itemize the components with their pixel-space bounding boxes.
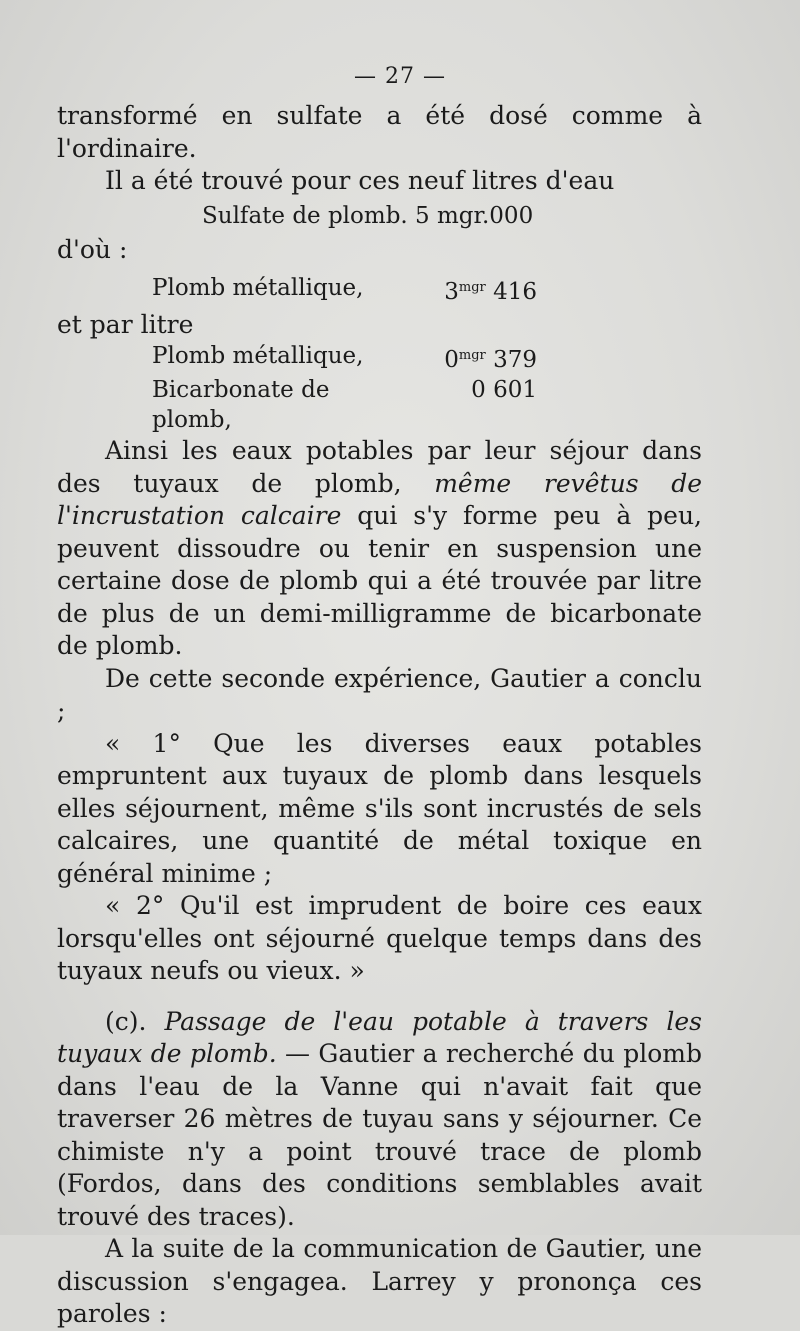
paragraph-discussion: A la suite de la communication de Gautier, une discussion s'engagea. Larrey y prononça ces paroles :	[57, 1234, 702, 1328]
paragraph-quote-1: « 1° Que les diverses eaux potables empruntent aux tuyaux de plomb dans lesquels elles séjournent, même s'ils sont incrustés de sels calcaires, une quantité de métal toxique en général minime ;	[57, 728, 702, 888]
result-row-plomb-litre	[57, 341, 702, 375]
result-row-plomb-total	[57, 272, 702, 309]
body-text	[57, 100, 702, 1331]
paragraph-quote-2: « 2° Qu'il est imprudent de boire ces eaux lorsqu'elles ont séjourné quelque temps dans des tuyaux neufs ou vieux. »	[57, 891, 702, 985]
row-label: Bicarbonate de plomb,	[152, 377, 330, 433]
par-litre-line: et par litre	[57, 309, 194, 339]
result-row-bicarbonate	[57, 375, 702, 435]
paragraph-section-c: (c). Passage de l'eau potable à travers les tuyaux de plomb. — Gautier a recherché du plomb dans l'eau de la Vanne qui n'avait fait que traverser 26 mètres de tuyau sans y séjourner. Ce chimiste n'y a point trouvé trace de plomb (Fordos, dans des conditions semblables avait trouvé des traces).	[57, 1006, 702, 1231]
sulfate-line: Sulfate de plomb. 5 mgr.000	[202, 202, 534, 229]
row-value: $3^{mgr}$ 416	[444, 279, 537, 305]
dou-line: d'où :	[57, 234, 128, 264]
paragraph-ainsi: Ainsi les eaux potables par leur séjour dans des tuyaux de plomb, même revêtus de l'incrustation calcaire qui s'y forme peu à peu, peuvent dissoudre ou tenir en suspension une certaine dose de plomb qui a été trouvée par litre de plus de un demi-milligramme de bicarbonate de plomb.	[57, 436, 702, 660]
row-value: $0^{mgr}$ 379	[444, 347, 537, 373]
row-value: 0 601	[471, 377, 537, 403]
page-number: — 27 —	[354, 64, 446, 89]
row-label: Plomb métallique,	[152, 343, 364, 369]
paragraph-intro: Il a été trouvé pour ces neuf litres d'eau	[105, 166, 615, 195]
paragraph-conclusion-intro: De cette seconde expérience, Gautier a conclu ;	[57, 663, 702, 725]
paragraph-continuation: transformé en sulfate a été dosé comme à l'ordinaire.	[57, 101, 702, 163]
row-label: Plomb métallique,	[152, 275, 364, 301]
